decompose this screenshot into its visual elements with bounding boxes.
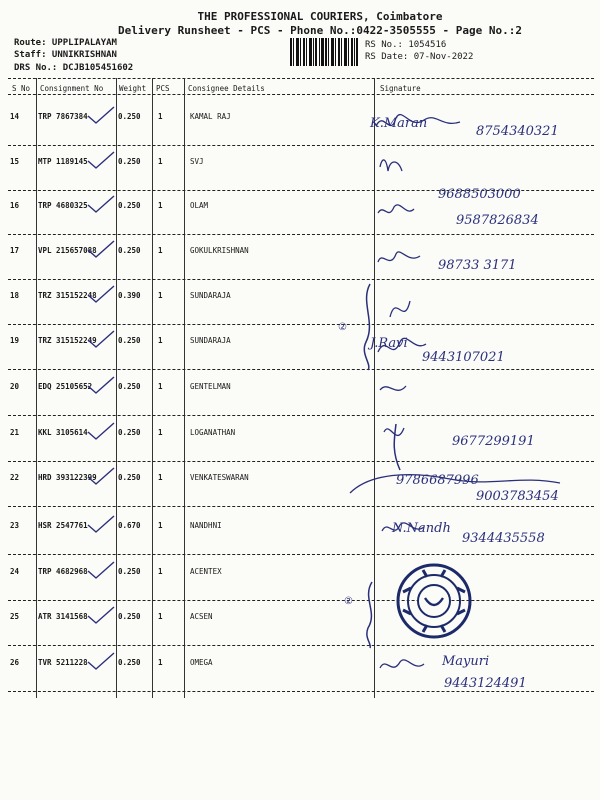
signature-area	[370, 108, 600, 154]
tick-mark-icon	[86, 561, 116, 581]
handwritten-text: 9677299191	[452, 434, 535, 449]
row-consignee-name: ACSEN	[190, 612, 213, 621]
handwritten-text: N.Nandh	[392, 521, 451, 536]
row-weight: 0.390	[118, 291, 141, 300]
row-weight: 0.250	[118, 382, 141, 391]
drs-number: DRS No.: DCJB105451602	[14, 63, 134, 73]
row-consignment-number: TVR 5211228	[38, 658, 88, 667]
column-divider	[116, 78, 117, 698]
signature-area	[370, 287, 600, 333]
row-weight: 0.670	[118, 521, 141, 530]
row-pieces: 1	[158, 567, 163, 576]
handwritten-text: 98733 3171	[438, 258, 517, 273]
row-sno: 25	[10, 612, 20, 621]
row-consignment-number: TRP 7867384	[38, 112, 88, 121]
tick-mark-icon	[86, 652, 116, 672]
row-consignee-name: GOKULKRISHNAN	[190, 246, 249, 255]
row-consignee-name: SVJ	[190, 157, 204, 166]
row-sno: 15	[10, 157, 20, 166]
row-weight: 0.250	[118, 336, 141, 345]
signature-area	[370, 153, 600, 202]
row-weight: 0.250	[118, 201, 141, 210]
company-title: THE PROFESSIONAL COURIERS, Coimbatore	[197, 10, 443, 23]
row-pieces: 1	[158, 291, 163, 300]
circled-2-mark: ②	[338, 322, 347, 333]
table-top-rule	[8, 78, 594, 79]
row-pieces: 1	[158, 336, 163, 345]
row-pieces: 1	[158, 473, 163, 482]
row-pieces: 1	[158, 246, 163, 255]
row-consignee-name: OMEGA	[190, 658, 213, 667]
handwritten-text: J.Ravi	[370, 336, 408, 351]
row-consignee-name: OLAM	[190, 201, 209, 210]
row-weight: 0.250	[118, 473, 141, 482]
row-sno: 17	[10, 246, 20, 255]
row-consignment-number: TRP 4680325	[38, 201, 88, 210]
signature-scribble-icon	[370, 378, 590, 418]
bracket-scribble-icon	[358, 282, 378, 372]
row-consignment-number: TRZ 315152248	[38, 291, 97, 300]
col-header-weight: Weight	[119, 84, 147, 93]
tick-mark-icon	[86, 330, 116, 350]
signature-area	[370, 332, 600, 378]
runsheet-subtitle: Delivery Runsheet - PCS - Phone No.:0422-3505555 - Page No.:2	[118, 24, 522, 37]
row-consignee-name: SUNDARAJA	[190, 291, 231, 300]
row-pieces: 1	[158, 157, 163, 166]
table-header-rule	[8, 94, 594, 95]
row-weight: 0.250	[118, 428, 141, 437]
signature-area	[370, 197, 600, 243]
row-consignee-name: LOGANATHAN	[190, 428, 236, 437]
col-header-consignee: Consignee Details	[188, 84, 265, 93]
tick-mark-icon	[86, 467, 116, 487]
tick-mark-icon	[86, 195, 116, 215]
row-weight: 0.250	[118, 658, 141, 667]
column-divider	[152, 78, 153, 698]
barcode-icon	[290, 38, 358, 66]
tick-mark-icon	[86, 422, 116, 442]
column-divider	[36, 78, 37, 698]
row-weight: 0.250	[118, 567, 141, 576]
row-consignment-number: TRZ 315152249	[38, 336, 97, 345]
route-label: Route: UPPLIPALAYAM	[14, 38, 117, 48]
rs-number: RS No.: 1054516	[365, 40, 447, 50]
row-consignee-name: VENKATESWARAN	[190, 473, 249, 482]
tick-mark-icon	[86, 515, 116, 535]
handwritten-text: 9443107021	[422, 350, 505, 365]
row-consignment-number: EDQ 25105652	[38, 382, 93, 391]
row-sno: 22	[10, 473, 20, 482]
row-sno: 20	[10, 382, 20, 391]
signature-area	[370, 242, 600, 288]
row-consignment-number: ATR 3141568	[38, 612, 88, 621]
signature-area	[370, 517, 600, 563]
col-header-pcs: PCS	[156, 84, 170, 93]
row-consignment-number: HSR 2547761	[38, 521, 88, 530]
handwritten-text: 9587826834	[456, 213, 539, 228]
handwritten-text: 8754340321	[476, 124, 559, 139]
staff-label: Staff: UNNIKRISHNAN	[14, 50, 117, 60]
circled-2-mark: ②	[344, 596, 353, 607]
row-pieces: 1	[158, 521, 163, 530]
row-sno: 23	[10, 521, 20, 530]
row-pieces: 1	[158, 112, 163, 121]
row-sno: 18	[10, 291, 20, 300]
handwritten-text: 9688503000	[438, 187, 521, 202]
tick-mark-icon	[86, 606, 116, 626]
row-consignee-name: KAMAL RAJ	[190, 112, 231, 121]
tick-mark-icon	[86, 240, 116, 260]
tick-mark-icon	[86, 285, 116, 305]
company-stamp-icon	[395, 562, 473, 640]
row-consignee-name: SUNDARAJA	[190, 336, 231, 345]
signature-area	[370, 654, 600, 700]
handwritten-text: 9003783454	[476, 489, 559, 504]
column-divider	[184, 78, 185, 698]
signature-area	[370, 469, 600, 515]
col-header-consignment: Consignment No	[40, 84, 104, 93]
row-pieces: 1	[158, 658, 163, 667]
handwritten-text: 9344435558	[462, 531, 545, 546]
col-header-signature: Signature	[380, 84, 421, 93]
row-sno: 26	[10, 658, 20, 667]
row-consignee-name: ACENTEX	[190, 567, 222, 576]
row-weight: 0.250	[118, 246, 141, 255]
handwritten-text: K.Maran	[370, 116, 428, 131]
row-consignment-number: HRD 393122399	[38, 473, 97, 482]
rs-date: RS Date: 07-Nov-2022	[365, 52, 474, 62]
row-sno: 14	[10, 112, 20, 121]
bracket-scribble-icon	[360, 580, 380, 650]
row-sno: 19	[10, 336, 20, 345]
signature-area	[370, 378, 600, 424]
row-weight: 0.250	[118, 612, 141, 621]
row-consignment-number: TRP 4682968	[38, 567, 88, 576]
handwritten-text: 9786687996	[396, 473, 479, 488]
row-consignee-name: GENTELMAN	[190, 382, 231, 391]
row-pieces: 1	[158, 428, 163, 437]
signature-scribble-icon	[370, 287, 590, 327]
col-header-sno: S No	[12, 84, 31, 93]
signature-scribble-icon	[390, 422, 420, 472]
row-consignee-name: NANDHNI	[190, 521, 222, 530]
row-pieces: 1	[158, 612, 163, 621]
tick-mark-icon	[86, 151, 116, 171]
row-consignment-number: MTP 1189145	[38, 157, 88, 166]
row-sno: 21	[10, 428, 20, 437]
row-consignment-number: KKL 3105614	[38, 428, 88, 437]
handwritten-text: Mayuri	[442, 654, 490, 669]
tick-mark-icon	[86, 376, 116, 396]
row-weight: 0.250	[118, 157, 141, 166]
tick-mark-icon	[86, 106, 116, 126]
row-pieces: 1	[158, 201, 163, 210]
row-weight: 0.250	[118, 112, 141, 121]
row-pieces: 1	[158, 382, 163, 391]
handwritten-text: 9443124491	[444, 676, 527, 691]
row-consignment-number: VPL 215657088	[38, 246, 97, 255]
row-sno: 24	[10, 567, 20, 576]
row-sno: 16	[10, 201, 20, 210]
